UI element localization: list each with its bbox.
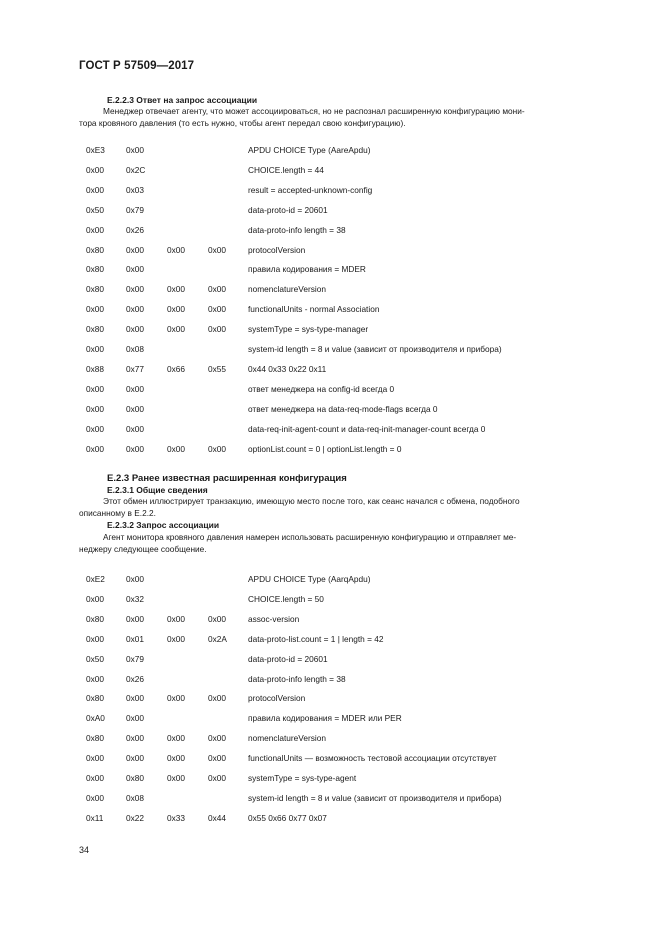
byte-cell-4: 0x00 — [208, 304, 226, 315]
byte-cell-2: 0x03 — [126, 184, 144, 195]
byte-cell-1: 0x50 — [86, 204, 104, 215]
table-row — [0, 224, 661, 236]
table-row — [0, 443, 661, 455]
byte-cell-1: 0x80 — [86, 733, 104, 744]
byte-cell-1: 0x50 — [86, 653, 104, 664]
field-description: CHOICE.length = 50 — [248, 593, 324, 604]
byte-cell-2: 0x00 — [126, 753, 144, 764]
table-row — [0, 593, 661, 605]
field-description: data-proto-info length = 38 — [248, 673, 346, 684]
field-description: CHOICE.length = 44 — [248, 164, 324, 175]
table-row — [0, 403, 661, 415]
table-row — [0, 343, 661, 355]
table-row — [0, 673, 661, 685]
byte-cell-3: 0x00 — [167, 733, 185, 744]
byte-cell-2: 0x00 — [126, 733, 144, 744]
table-row — [0, 712, 661, 724]
byte-cell-2: 0x00 — [126, 713, 144, 724]
table-row — [0, 573, 661, 585]
table-row — [0, 383, 661, 395]
byte-cell-1: 0x00 — [86, 403, 104, 414]
byte-cell-4: 0x00 — [208, 443, 226, 454]
byte-cell-2: 0x00 — [126, 693, 144, 704]
byte-cell-3: 0x00 — [167, 633, 185, 644]
field-description: APDU CHOICE Type (AarqApdu) — [248, 574, 371, 584]
field-description: APDU CHOICE Type (AareApdu) — [248, 145, 371, 155]
byte-cell-1: 0xE3 — [86, 145, 105, 155]
byte-cell-4: 0x00 — [208, 324, 226, 335]
table-row — [0, 204, 661, 216]
field-description: ответ менеджера на data-req-mode-flags всегда 0 — [248, 403, 438, 414]
byte-cell-1: 0xE2 — [86, 574, 105, 584]
paragraph-line: Этот обмен иллюстрирует транзакцию, имеющую место после того, как сеанс начался с обмена, подобного — [103, 496, 520, 506]
byte-cell-3: 0x33 — [167, 812, 185, 823]
byte-cell-2: 0x08 — [126, 344, 144, 354]
byte-cell-1: 0x00 — [86, 792, 104, 803]
byte-cell-1: 0xA0 — [86, 713, 105, 724]
byte-cell-3: 0x00 — [167, 284, 185, 295]
byte-cell-4: 0x00 — [208, 773, 226, 783]
byte-cell-3: 0x00 — [167, 324, 185, 335]
field-description: data-proto-info length = 38 — [248, 224, 346, 235]
table-row — [0, 732, 661, 744]
table-row — [0, 772, 661, 784]
table-row — [0, 303, 661, 315]
section-heading-e232: E.2.3.2 Запрос ассоциации — [107, 520, 220, 530]
field-description: nomenclatureVersion — [248, 733, 326, 744]
byte-cell-2: 0x00 — [126, 244, 144, 255]
byte-cell-1: 0x00 — [86, 383, 104, 394]
byte-cell-1: 0x00 — [86, 633, 104, 644]
standard-header: ГОСТ Р 57509—2017 — [79, 60, 195, 72]
byte-cell-2: 0x2C — [126, 164, 146, 175]
field-description: nomenclatureVersion — [248, 284, 326, 295]
field-description: ответ менеджера на config-id всегда 0 — [248, 383, 395, 394]
paragraph-line: описанному в E.2.2. — [79, 508, 156, 518]
byte-cell-3: 0x00 — [167, 773, 185, 783]
byte-cell-2: 0x79 — [126, 204, 144, 215]
byte-cell-1: 0x00 — [86, 593, 104, 604]
byte-cell-2: 0x79 — [126, 653, 144, 664]
byte-cell-3: 0x00 — [167, 244, 185, 255]
paragraph-line: неджеру следующее сообщение. — [79, 544, 207, 554]
byte-cell-1: 0x11 — [86, 812, 104, 823]
field-description: systemType = sys-type-manager — [248, 324, 369, 335]
byte-cell-3: 0x00 — [167, 304, 185, 315]
table-row — [0, 144, 661, 156]
field-description: правила кодирования = MDER — [248, 264, 366, 275]
field-description: 0x44 0x33 0x22 0x11 — [248, 363, 327, 374]
table-row — [0, 363, 661, 375]
byte-cell-2: 0x00 — [126, 383, 144, 394]
byte-cell-2: 0x00 — [126, 264, 144, 275]
byte-cell-1: 0x00 — [86, 184, 104, 195]
page-number: 34 — [79, 845, 90, 855]
table-row — [0, 283, 661, 295]
field-description: system-id length = 8 и value (зависит от производителя и прибора) — [248, 792, 502, 803]
byte-cell-2: 0x00 — [126, 284, 144, 295]
byte-cell-1: 0x00 — [86, 753, 104, 764]
byte-cell-1: 0x00 — [86, 164, 104, 175]
field-description: data-req-init-agent-count и data-req-init-manager-count всегда 0 — [248, 423, 486, 434]
table-row — [0, 653, 661, 665]
byte-cell-1: 0x00 — [86, 344, 104, 354]
table-row — [0, 792, 661, 804]
section-heading-e231: E.2.3.1 Общие сведения — [107, 485, 208, 495]
table-row — [0, 752, 661, 764]
section-heading-e223: E.2.2.3 Ответ на запрос ассоциации — [107, 95, 258, 105]
field-description: data-proto-id = 20601 — [248, 653, 328, 664]
table-row — [0, 613, 661, 625]
field-description: functionalUnits - normal Association — [248, 304, 380, 315]
byte-cell-2: 0x08 — [126, 792, 144, 803]
table-row — [0, 423, 661, 435]
field-description: protocolVersion — [248, 244, 306, 255]
byte-cell-1: 0x80 — [86, 244, 104, 255]
section-e232-paragraph — [79, 531, 615, 555]
byte-cell-2: 0x22 — [126, 812, 144, 823]
field-description: protocolVersion — [248, 693, 306, 704]
byte-cell-4: 0x55 — [208, 363, 226, 374]
paragraph-line: тора кровяного давления (то есть нужно, чтобы агент передал свою конфигурацию). — [79, 118, 406, 128]
byte-cell-1: 0x80 — [86, 264, 104, 275]
byte-cell-2: 0x00 — [126, 574, 144, 584]
section-heading-e23: E.2.3 Ранее известная расширенная конфигурация — [107, 473, 347, 484]
section-e231-paragraph — [79, 495, 615, 519]
table-row — [0, 244, 661, 256]
byte-cell-3: 0x66 — [167, 363, 185, 374]
byte-cell-2: 0x00 — [126, 145, 144, 155]
byte-cell-1: 0x00 — [86, 423, 104, 434]
byte-cell-1: 0x00 — [86, 304, 104, 315]
field-description: data-proto-list.count = 1 | length = 42 — [248, 633, 384, 644]
byte-cell-1: 0x00 — [86, 224, 104, 235]
field-description: functionalUnits — возможность тестовой ассоциации отсутствует — [248, 753, 497, 764]
section-e223-paragraph — [79, 105, 615, 129]
byte-cell-4: 0x44 — [208, 812, 226, 823]
byte-cell-2: 0x01 — [126, 633, 144, 644]
table-row — [0, 164, 661, 176]
byte-cell-2: 0x00 — [126, 324, 144, 335]
field-description: 0x55 0x66 0x77 0x07 — [248, 812, 327, 823]
byte-cell-1: 0x80 — [86, 693, 104, 704]
byte-cell-4: 0x00 — [208, 693, 226, 704]
byte-cell-2: 0x77 — [126, 363, 144, 374]
byte-cell-4: 0x00 — [208, 613, 226, 624]
byte-cell-3: 0x00 — [167, 613, 185, 624]
byte-cell-2: 0x26 — [126, 673, 144, 684]
byte-cell-2: 0x00 — [126, 613, 144, 624]
byte-cell-2: 0x00 — [126, 304, 144, 315]
table-row — [0, 263, 661, 275]
byte-cell-2: 0x00 — [126, 403, 144, 414]
byte-cell-4: 0x2A — [208, 633, 227, 644]
paragraph-line: Агент монитора кровяного давления намерен использовать расширенную конфигурацию и отправляет ме- — [103, 532, 517, 542]
field-description: data-proto-id = 20601 — [248, 204, 328, 215]
byte-cell-4: 0x00 — [208, 284, 226, 295]
byte-cell-3: 0x00 — [167, 693, 185, 704]
byte-cell-1: 0x00 — [86, 673, 104, 684]
field-description: systemType = sys-type-agent — [248, 773, 357, 783]
field-description: result = accepted-unknown-config — [248, 184, 373, 195]
table-row — [0, 184, 661, 196]
byte-cell-2: 0x00 — [126, 423, 144, 434]
byte-cell-2: 0x26 — [126, 224, 144, 235]
field-description: optionList.count = 0 | optionList.length = 0 — [248, 443, 402, 454]
byte-cell-4: 0x00 — [208, 244, 226, 255]
paragraph-line: Менеджер отвечает агенту, что может ассоциироваться, но не распознал расширенную конфигурацию мони- — [103, 106, 525, 116]
table-row — [0, 812, 661, 824]
byte-cell-4: 0x00 — [208, 733, 226, 744]
field-description: правила кодирования = MDER или PER — [248, 713, 402, 724]
byte-cell-1: 0x00 — [86, 773, 104, 783]
byte-cell-3: 0x00 — [167, 443, 185, 454]
byte-cell-3: 0x00 — [167, 753, 185, 764]
byte-cell-2: 0x32 — [126, 593, 144, 604]
table-row — [0, 633, 661, 645]
byte-cell-2: 0x00 — [126, 443, 144, 454]
table-row — [0, 323, 661, 335]
byte-cell-4: 0x00 — [208, 753, 226, 764]
byte-cell-1: 0x88 — [86, 363, 104, 374]
field-description: assoc-version — [248, 613, 300, 624]
byte-cell-2: 0x80 — [126, 773, 144, 783]
byte-cell-1: 0x80 — [86, 613, 104, 624]
field-description: system-id length = 8 и value (зависит от производителя и прибора) — [248, 344, 502, 354]
byte-cell-1: 0x00 — [86, 443, 104, 454]
byte-cell-1: 0x80 — [86, 284, 104, 295]
byte-cell-1: 0x80 — [86, 324, 104, 335]
table-row — [0, 692, 661, 704]
